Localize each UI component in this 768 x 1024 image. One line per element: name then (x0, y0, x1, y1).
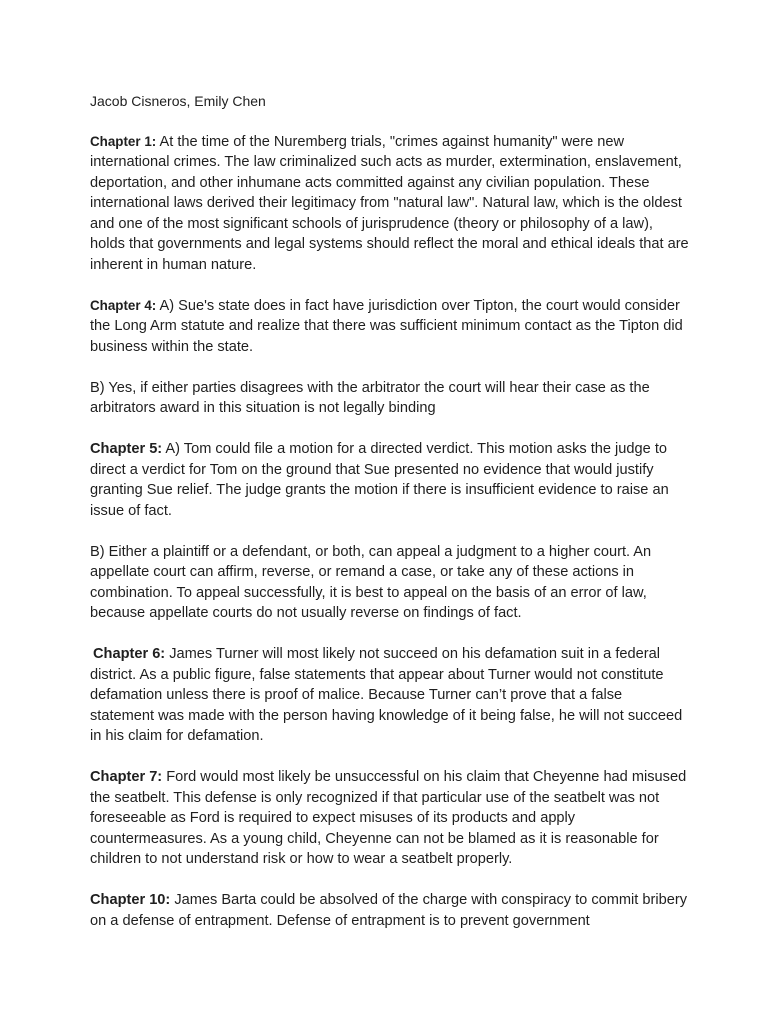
chapter-heading: Chapter 5: (90, 441, 163, 457)
paragraph-chapter-10 (90, 890, 690, 931)
chapter-heading: Chapter 4: (90, 297, 157, 313)
paragraph-text: B) Yes, if either parties disagrees with the arbitrator the court will hear their case as the arbitrators award in this situation is not legally binding (90, 379, 650, 416)
chapter-heading: Chapter 1: (90, 133, 157, 149)
paragraph-text: Ford would most likely be unsuccessful on his claim that Cheyenne had misused the seatbelt. This defense is only recognized if that particular use of the seatbelt was not foreseeable as Ford is required to expect misuses of its products and apply countermeasures. As a young child, Cheyenne can not be blamed as it is reasonable for children to not understand risk or how to wear a seatbelt properly. (90, 769, 687, 867)
chapter-heading: Chapter 6: (93, 646, 166, 662)
paragraph-chapter-5b (90, 542, 690, 624)
paragraph-text: At the time of the Nuremberg trials, "crimes against humanity" were new international crimes. The law criminalized such acts as murder, extermination, enslavement, deportation, and other inhumane acts committed against any civilian population. These international laws derived their legitimacy from "natural law". Natural law, which is the oldest and one of the most significant schools of jurisprudence (theory or philosophy of a law), holds that governments and legal systems should reflect the moral and ethical ideals that are inherent in human nature. (90, 133, 689, 273)
paragraph-text: James Turner will most likely not succeed on his defamation suit in a federal district. As a public figure, false statements that appear about Turner would not constitute defamation unless there is proof of malice. Because Turner can’t prove that a false statement was made with the person having knowledge of it being false, he will not succeed in his claim for defamation. (90, 646, 683, 744)
author-names: Jacob Cisneros, Emily Chen (90, 93, 266, 109)
document-body (90, 91, 690, 952)
paragraph-chapter-4a (90, 296, 690, 358)
paragraph-text: B) Either a plaintiff or a defendant, or both, can appeal a judgment to a higher court. An appellate court can affirm, reverse, or remand a case, or take any of these actions in combination. To appeal successfully, it is best to appeal on the basis of an error of law, because appellate courts do not usually reverse on findings of fact. (90, 543, 652, 621)
paragraph-chapter-1 (90, 132, 690, 276)
paragraph-text: A) Tom could file a motion for a directed verdict. This motion asks the judge to direct a verdict for Tom on the ground that Sue presented no evidence that would justify granting Sue relief. The judge grants the motion if there is insufficient evidence to raise an issue of fact. (90, 441, 669, 519)
paragraph-text: A) Sue's state does in fact have jurisdiction over Tipton, the court would consider the Long Arm statute and realize that there was sufficient minimum contact as the Tipton did business within the state. (90, 297, 683, 355)
paragraph-chapter-6 (90, 644, 690, 747)
chapter-heading: Chapter 7: (90, 769, 163, 785)
paragraph-chapter-7 (90, 767, 690, 870)
paragraph-text: James Barta could be absolved of the charge with conspiracy to commit bribery on a defense of entrapment. Defense of entrapment is to prevent government (90, 892, 687, 929)
chapter-heading: Chapter 10: (90, 892, 171, 908)
paragraph-chapter-4b (90, 378, 690, 419)
paragraph-chapter-5a (90, 439, 690, 521)
